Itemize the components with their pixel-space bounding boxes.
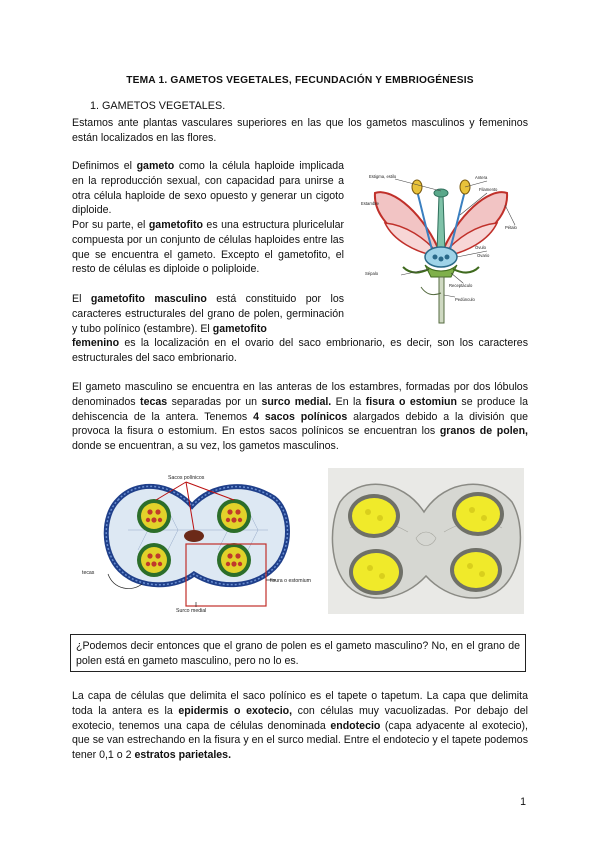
label-ovary: Ovario	[477, 253, 490, 258]
pollen-sac	[137, 543, 171, 577]
term-sacos-polinicos: 4 sacos polínicos	[253, 410, 348, 423]
flower-diagram	[355, 165, 527, 325]
micrograph-sac	[452, 492, 504, 536]
term-gametofito-masculino: gametofito masculino	[90, 293, 207, 305]
term-gametofito-femenino: femenino	[72, 337, 120, 349]
anther-micrograph	[328, 468, 524, 614]
term-endotecio: endotecio	[330, 719, 381, 732]
pollen-sac	[137, 499, 171, 533]
label-anther: Antera	[475, 175, 488, 180]
pollen-sac	[217, 543, 251, 577]
term-gametofito: gametofito	[148, 219, 203, 231]
label-surco-medial: Surco medial	[176, 608, 207, 612]
label-sepal: Sépalo	[365, 271, 379, 276]
page-number: 1	[520, 796, 526, 808]
label-stigma: Estigma, estilo	[369, 174, 397, 179]
label-filament: Filamento	[479, 187, 498, 192]
label-fisura: fisura o estomium	[270, 578, 311, 584]
term-gameto: gameto	[136, 160, 175, 172]
question-box: ¿Podemos decir entonces que el grano de polen es el gameto masculino? No, en el grano de polen está en gameto masculino, pero no lo es.	[70, 634, 526, 672]
term-granos-de-polen: granos de polen,	[439, 425, 528, 438]
page-title: TEMA 1. GAMETOS VEGETALES, FECUNDACIÓN Y EMBRIOGÉNESIS	[126, 75, 474, 86]
label-ovule: Óvulo	[475, 245, 486, 250]
intro-paragraph: Estamos ante plantas vasculares superiores en las que los gametos masculinos y femeninos están localizados en las flores.	[72, 117, 528, 144]
anteras-paragraph: El gameto masculino se encuentra en las anteras de los estambres, formadas por dos lóbulos denominados tecas separadas por un surco medial. En la fisura o estomiun se produce la dehiscencia de la antera. Tenemos 4 sacos polínicos alargados debido a la división que provoca la fisura o estomium. En estos sacos polínicos se encuentran los granos de polen, donde se encuentran, a su vez, los gametos masculinos.	[72, 381, 528, 453]
term-epidermis: epidermis o exotecio,	[178, 704, 293, 717]
section-heading: 1. GAMETOS VEGETALES.	[90, 100, 226, 112]
label-stamen: Estambre	[361, 201, 379, 206]
label-stem: Pedúnculo	[455, 297, 475, 302]
micrograph-sac	[450, 548, 502, 592]
gametofito-femenino-paragraph: femenino es la localización en el ovario del saco embrionario, es decir, son los caracteres estructurales del saco embrionario.	[72, 337, 528, 364]
anther-diagram	[78, 470, 318, 612]
term-fisura: fisura o estomiun	[365, 395, 457, 408]
micrograph-sac	[349, 549, 403, 595]
term-estratos-parietales: estratos parietales.	[134, 749, 232, 762]
tapete-paragraph: La capa de células que delimita el saco polínico es el tapete o tapetum. La capa que delimita toda la antera es la epidermis o exotecio, con células muy vacuolizadas. Por debajo del exotecio, tenemos una capa de células denominada endotecio (capa adyacente al exotecio), que se van estrechando en la fisura y en el surco medial. Entre el endotecio y el tapete podemos tener 0,1 o 2 estratos parietales.	[72, 690, 529, 762]
micrograph-sac	[348, 494, 400, 538]
label-tecas: tecas	[82, 570, 95, 576]
label-sacos-polinicos: Sacos polínicos	[168, 475, 205, 481]
label-petal: Pétalo	[505, 225, 517, 230]
gametofito-paragraph: Por su parte, el gametofito es una estructura pluricelular compuesta por un conjunto de células haploides entre las que se encuentra el gameto. Excepto el gametofito, el resto de células es diploide o poliploide.	[72, 219, 344, 276]
term-tecas: tecas	[140, 395, 168, 408]
label-receptacle: Receptáculo	[449, 283, 473, 288]
term-surco-medial: surco medial.	[261, 395, 332, 408]
gameto-paragraph: Definimos el gameto como la célula haploide implicada en la reproducción sexual, con capacidad para unirse a otra célula haploide de sexo opuesto y generar un cigoto diploide.	[72, 160, 344, 217]
pollen-sac	[217, 499, 251, 533]
gametofito-masculino-paragraph-a: El gametofito masculino está constituido por los caracteres estructurales del grano de polen, germinación y tubo polínico (estambre). El gametofito	[72, 293, 345, 335]
